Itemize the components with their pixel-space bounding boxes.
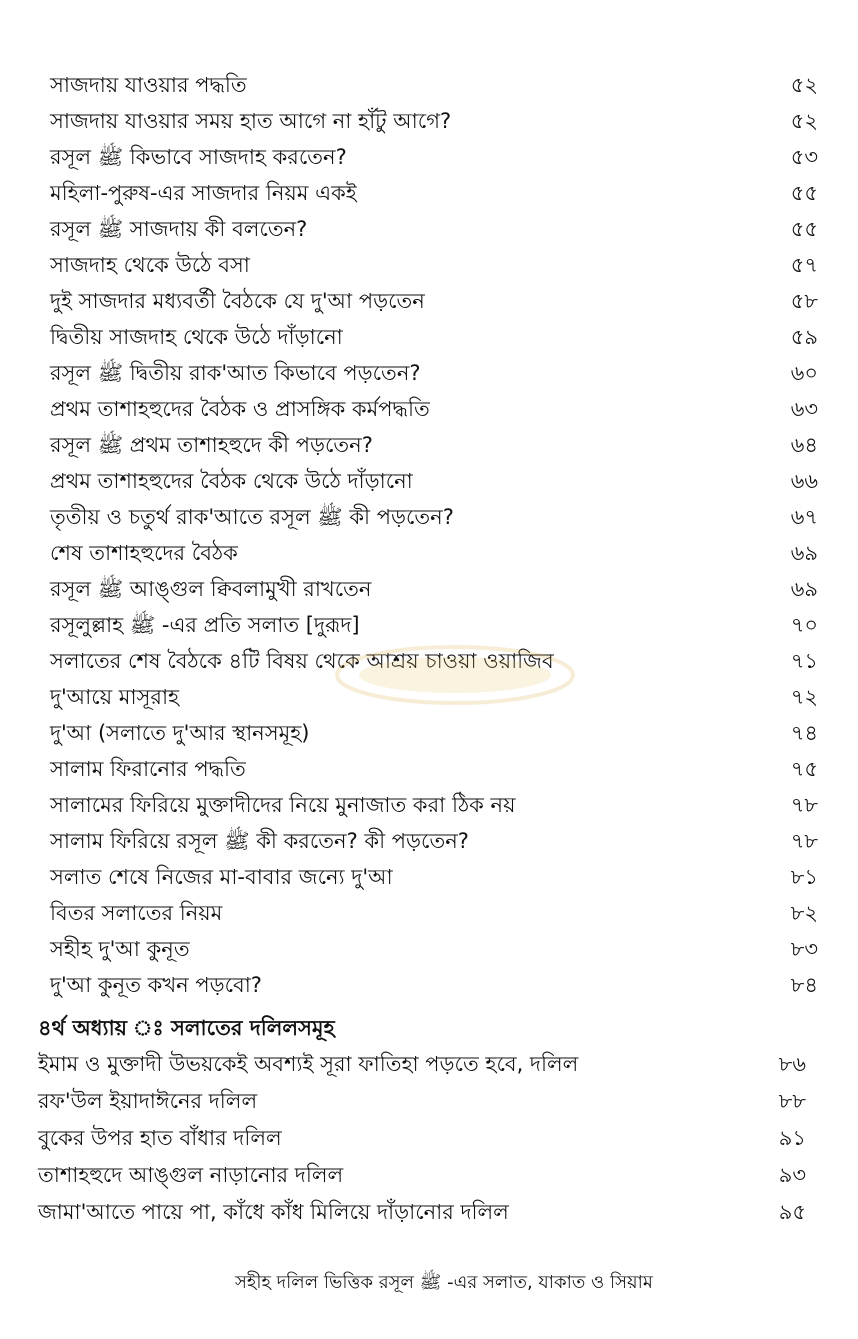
toc-row [0,607,858,643]
toc-entry-page: ৫৭ [790,253,818,277]
toc-row [0,103,858,139]
toc-entry-title: তৃতীয় ও চতুর্থ রাক'আতে রসূল ﷺ কী পড়তেন? [50,505,454,529]
toc-entry-page: ৫২ [790,73,818,97]
toc-row [0,751,858,787]
toc-entry-title: সাজদাহ থেকে উঠে বসা [50,253,250,277]
toc-entry-page: ৫৫ [790,217,818,241]
toc-entry-title: জামা'আতে পায়ে পা, কাঁধে কাঁধ মিলিয়ে দাঁড়ানোর দলিল [38,1200,509,1224]
toc-entry-title: বিতর সলাতের নিয়ম [50,901,223,925]
toc-entry-title: রফ'উল ইয়াদাঈনের দলিল [38,1089,258,1113]
toc-row [0,427,858,463]
toc-entry-page: ৮৪ [790,973,818,997]
toc-entry-page: ৭১ [790,649,818,673]
toc-row [0,175,858,211]
toc-entry-title: সালাম ফিরিয়ে রসূল ﷺ কী করতেন? কী পড়তেন? [50,829,469,853]
toc-entry-title: সালাম ফিরানোর পদ্ধতি [50,757,246,781]
toc-entry-page: ৬৪ [790,433,818,457]
toc-entry-page: ৭৮ [790,829,818,853]
toc-entry-page: ৭২ [790,685,818,709]
toc-entry-title: সলাত শেষে নিজের মা-বাবার জন্যে দু'আ [50,865,393,889]
chapter-heading: ৪র্থ অধ্যায় ঃ সলাতের দলিলসমূহ [38,1016,335,1040]
toc-entry-page: ৬০ [790,361,818,385]
toc-row [0,319,858,355]
toc-row [0,1157,858,1193]
toc-entry-page: ৬৬ [790,469,818,493]
toc-row [0,715,858,751]
toc-entry-title: সালামের ফিরিয়ে মুক্তাদীদের নিয়ে মুনাজাত করা ঠিক নয় [50,793,516,817]
toc-entry-title: তাশাহহুদে আঙ্গুল নাড়ানোর দলিল [38,1163,344,1187]
toc-row [0,967,858,1003]
toc-entry-page: ৮৮ [778,1089,806,1113]
toc-entry-page: ৭৮ [790,793,818,817]
toc-entry-title: সলাতের শেষ বৈঠকে ৪টি বিষয় থেকে আশ্রয় চাওয়া ওয়াজিব [50,649,554,673]
page-footer: সহীহ দলিল ভিত্তিক রসূল ﷺ -এর সলাত, যাকাত ও সিয়াম [235,1272,653,1293]
toc-row [0,1046,858,1082]
toc-entry-title: প্রথম তাশাহহুদের বৈঠক থেকে উঠে দাঁড়ানো [50,469,413,493]
toc-entry-title: শেষ তাশাহহুদের বৈঠক [50,541,238,565]
toc-entry-page: ৫৯ [790,325,818,349]
toc-entry-title: রসূল ﷺ আঙ্গুল ক্বিবলামুখী রাখতেন [50,577,372,601]
toc-row [0,355,858,391]
toc-entry-title: প্রথম তাশাহহুদের বৈঠক ও প্রাসঙ্গিক কর্মপদ্ধতি [50,397,430,421]
toc-entry-title: দু'আ কুনূত কখন পড়বো? [50,973,262,997]
toc-entry-title: রসূল ﷺ প্রথম তাশাহহুদে কী পড়তেন? [50,433,373,457]
toc-row [0,67,858,103]
toc-row [0,535,858,571]
toc-entry-title: সাজদায় যাওয়ার সময় হাত আগে না হাঁটু আগে? [50,109,452,133]
toc-entry-page: ৭৫ [790,757,818,781]
toc-entry-page: ৫৩ [790,145,818,169]
toc-entry-page: ৬৯ [790,541,818,565]
toc-row [0,787,858,823]
toc-entry-page: ৮৬ [778,1052,806,1076]
toc-entry-title: ইমাম ও মুক্তাদী উভয়কেই অবশ্যই সূরা ফাতিহা পড়তে হবে, দলিল [38,1052,579,1076]
toc-entry-title: দুই সাজদার মধ্যবর্তী বৈঠকে যে দু'আ পড়তেন [50,289,425,313]
toc-entry-title: দু'আ (সলাতে দু'আর স্থানসমূহ) [50,721,310,745]
toc-row [0,931,858,967]
toc-entry-title: মহিলা-পুরুষ-এর সাজদার নিয়ম একই [50,181,357,205]
toc-entry-title: দু'আয়ে মাসূরাহ [50,685,180,709]
toc-row [0,247,858,283]
toc-row [0,391,858,427]
watermark-logo [330,640,580,710]
toc-entry-page: ৬৯ [790,577,818,601]
toc-row [0,139,858,175]
toc-row [0,895,858,931]
toc-row [0,571,858,607]
toc-entry-title: সাজদায় যাওয়ার পদ্ধতি [50,73,247,97]
toc-entry-page: ৭৪ [790,721,818,745]
toc-entry-title: রসূলুল্লাহ ﷺ -এর প্রতি সলাত [দুরূদ] [50,613,360,637]
toc-entry-title: সহীহ দু'আ কুনূত [50,937,190,961]
toc-entry-page: ৮৩ [790,937,818,961]
toc-entry-page: ৬৭ [790,505,818,529]
toc-entry-title: রসূল ﷺ সাজদায় কী বলতেন? [50,217,308,241]
toc-entry-page: ৮১ [790,865,818,889]
toc-entry-page: ৯১ [778,1126,806,1150]
toc-entry-title: দ্বিতীয় সাজদাহ থেকে উঠে দাঁড়ানো [50,325,343,349]
toc-row [0,463,858,499]
toc-entry-page: ৯৩ [778,1163,806,1187]
toc-row [0,1083,858,1119]
toc-entry-page: ৬৩ [790,397,818,421]
toc-entry-title: রসূল ﷺ কিভাবে সাজদাহ করতেন? [50,145,347,169]
toc-row [0,1194,858,1230]
toc-entry-title: রসূল ﷺ দ্বিতীয় রাক'আত কিভাবে পড়তেন? [50,361,421,385]
toc-entry-page: ৫৮ [790,289,818,313]
toc-row [0,211,858,247]
toc-entry-page: ৫২ [790,109,818,133]
toc-row [0,859,858,895]
toc-row [0,283,858,319]
toc-entry-page: ৮২ [790,901,818,925]
toc-entry-page: ৭০ [790,613,818,637]
toc-row [0,499,858,535]
toc-row [0,823,858,859]
toc-entry-page: ৫৫ [790,181,818,205]
toc-entry-title: বুকের উপর হাত বাঁধার দলিল [38,1126,282,1150]
toc-row [0,1120,858,1156]
toc-entry-page: ৯৫ [778,1200,806,1224]
